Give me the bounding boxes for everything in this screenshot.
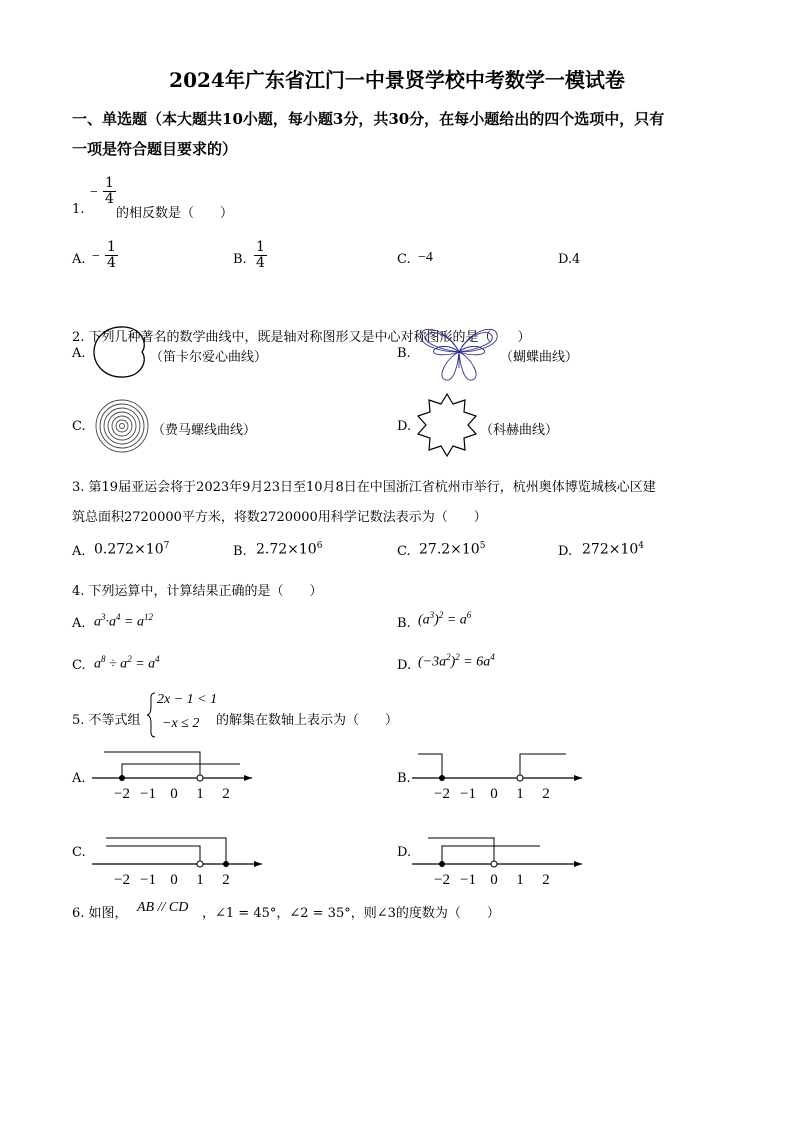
q1-option-b-label: B. <box>233 252 247 267</box>
q3-option-d: $272\times 10^4$ <box>582 541 645 558</box>
axis-arrow <box>254 861 262 867</box>
q4-option-a-expression: $a^3\cdot a^4 = a^{12}$ <box>94 612 153 630</box>
q3-option-d-label: D. <box>558 544 573 559</box>
tick-label: 0 <box>490 786 498 802</box>
q3-option-b-label: B. <box>233 544 247 559</box>
tick-label: 2 <box>542 872 550 888</box>
tick-label: −2 <box>434 786 450 802</box>
q1-option-b: $\frac{1}{4}$ <box>256 239 265 271</box>
solid-point <box>439 775 445 781</box>
tick-label: −2 <box>114 786 130 802</box>
open-point <box>491 861 497 867</box>
q3-stem-line1: 3. 第19届亚运会将于2023年9月23日至10月8日在中国浙江省杭州市举行，杭州奥体博览城核心区建 <box>72 480 656 495</box>
q5-option-c-label: C. <box>72 845 86 860</box>
q4-option-b-expression: $(a^3)^2 = a^6$ <box>418 610 472 628</box>
tick-label: 0 <box>170 872 178 888</box>
tick-label: −1 <box>140 872 156 888</box>
q1-option-d-label: D. <box>558 252 573 267</box>
q5-option-b-number-line <box>412 748 592 808</box>
solid-point <box>439 861 445 867</box>
q3-option-b: $2.72\times 10^6$ <box>256 541 323 558</box>
q3-option-a: $0.272\times 10^7$ <box>94 541 170 558</box>
q2-option-d-label: D. <box>397 419 412 434</box>
q4-stem: 4. 下列运算中，计算结果正确的是（ ） <box>72 584 323 599</box>
section-heading-line2: 一项是符合题目要求的） <box>72 140 238 158</box>
koch-snowflake-figure <box>412 390 482 460</box>
q2-option-c-label: C. <box>72 419 86 434</box>
tick-label: −1 <box>140 786 156 802</box>
tick-label: −1 <box>460 786 476 802</box>
solid-point <box>119 775 125 781</box>
fermat-spiral-figure <box>92 398 152 454</box>
q4-option-c-expression: $a^8 \div a^2 = a^4$ <box>94 654 160 672</box>
q5-option-b-label: B. <box>397 771 411 786</box>
tick-label: −2 <box>434 872 450 888</box>
tick-label: 0 <box>170 786 178 802</box>
section-heading-line1: 一、单选题（本大题共10小题，每小题3分，共30分，在每小题给出的四个选项中，只有 <box>72 110 665 128</box>
axis-arrow <box>574 775 582 781</box>
q5-option-a-label: A. <box>72 771 86 786</box>
open-point <box>197 775 203 781</box>
q4-option-b-label: B. <box>397 616 411 631</box>
solution-bracket-c1 <box>106 846 200 864</box>
q5-option-a-number-line <box>92 748 272 808</box>
q1-option-c-label: C. <box>397 252 411 267</box>
tick-label: 1 <box>516 872 524 888</box>
q2-option-a-text: （笛卡尔爱心曲线） <box>150 350 268 365</box>
open-point <box>197 861 203 867</box>
q5-stem-suffix: 的解集在数轴上表示为（ ） <box>216 713 399 728</box>
q5-option-d-label: D. <box>397 845 412 860</box>
q4-option-a-label: A. <box>72 616 86 631</box>
q4-option-c-label: C. <box>72 658 86 673</box>
open-point <box>517 775 523 781</box>
q2-stem: 2. 下列几种著名的数学曲线中，既是轴对称图形又是中心对称图形的是（ ） <box>72 330 531 345</box>
tick-label: −1 <box>460 872 476 888</box>
solution-bracket-c2 <box>106 838 226 864</box>
q3-option-c-label: C. <box>397 544 411 559</box>
q2-option-c-text: （费马螺线曲线） <box>152 423 257 438</box>
solution-bracket-b2 <box>520 754 566 778</box>
tick-label: 1 <box>196 786 204 802</box>
q5-option-d-number-line <box>412 832 592 892</box>
tick-label: 0 <box>490 872 498 888</box>
q6-stem-rest: ，∠1 = 45°，∠2 = 35°，则∠3的度数为（ ） <box>202 906 500 921</box>
q1-option-a: − $\frac{1}{4}$ <box>92 239 116 271</box>
q3-stem-line2: 筑总面积2720000平方米，将数2720000用科学记数法表示为（ ） <box>72 510 487 525</box>
solution-bracket-d1 <box>442 846 540 864</box>
tick-label: −2 <box>114 872 130 888</box>
page-title: 2024年广东省江门一中景贤学校中考数学一模试卷 <box>169 68 625 92</box>
system-brace <box>146 692 156 738</box>
q1-option-a-label: A. <box>72 252 86 267</box>
solution-bracket-b1 <box>418 754 442 778</box>
q5-option-c-number-line <box>92 832 272 892</box>
q1-fraction: − $\frac{1}{4}$ <box>90 175 114 207</box>
tick-label: 2 <box>222 872 230 888</box>
tick-label: 2 <box>542 786 550 802</box>
q3-option-c: $27.2\times 10^5$ <box>419 541 486 558</box>
q5-stem-prefix: 5. 不等式组 <box>72 713 141 728</box>
cardioid-curve-figure <box>90 322 152 382</box>
tick-label: 2 <box>222 786 230 802</box>
q2-option-b-label: B. <box>397 346 411 361</box>
tick-label: 1 <box>196 872 204 888</box>
tick-label: 1 <box>516 786 524 802</box>
q1-number: 1. <box>72 202 85 217</box>
q2-option-b-text: （蝴蝶曲线） <box>500 350 579 365</box>
q4-option-d-expression: $(-3a^2)^2 = 6a^4$ <box>418 652 495 670</box>
q2-option-a-label: A. <box>72 346 86 361</box>
q5-inequality-2: −x ≤ 2 <box>162 716 200 731</box>
q5-inequality-1: 2x − 1 < 1 <box>157 692 218 707</box>
butterfly-curve-figure <box>418 324 500 382</box>
q6-parallel-condition: AB // CD <box>137 900 189 915</box>
solution-bracket-a1 <box>122 764 240 778</box>
axis-arrow <box>244 775 252 781</box>
q2-option-d-text: （科赫曲线） <box>480 423 559 438</box>
q4-option-d-label: D. <box>397 658 412 673</box>
q1-option-d: 4 <box>572 252 581 267</box>
q3-option-a-label: A. <box>72 544 86 559</box>
solution-bracket-a2 <box>104 752 200 778</box>
q1-stem: 的相反数是（ ） <box>116 206 234 221</box>
axis-arrow <box>574 861 582 867</box>
q1-option-c: −4 <box>418 250 433 265</box>
solid-point <box>223 861 229 867</box>
q6-stem-prefix: 6. 如图， <box>72 906 128 921</box>
solution-bracket-d2 <box>428 838 494 864</box>
